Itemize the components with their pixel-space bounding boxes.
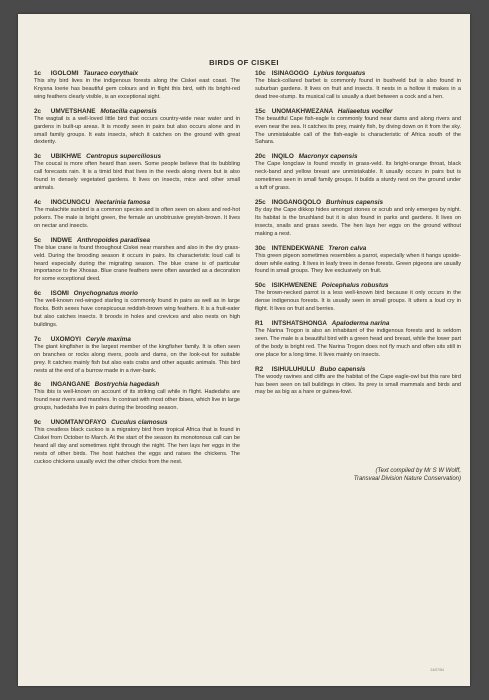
bird-entry — [34, 70, 240, 102]
bird-xhosa-name: UXOMOYI — [50, 335, 81, 343]
bird-xhosa-name: INQILO — [271, 153, 294, 161]
bird-xhosa-name: INGCUNGCU — [50, 198, 91, 206]
stamp-value: 25c — [255, 198, 266, 206]
bird-heading — [34, 70, 240, 78]
bird-xhosa-name: INTSHATSHONGA — [271, 320, 327, 328]
bird-heading — [255, 245, 461, 253]
bird-xhosa-name: INTENDEKWANE — [271, 244, 324, 252]
bird-scientific-name: Treron calva — [328, 244, 367, 252]
page-title: BIRDS OF CISKEI — [209, 58, 279, 67]
bird-xhosa-name: UNOMAKHWEZANA — [271, 107, 333, 115]
bird-scientific-name: Lybius torquatus — [313, 70, 366, 77]
stamp-value: R2 — [255, 365, 264, 373]
bird-xhosa-name: UBIKHWE — [50, 153, 82, 161]
bird-heading — [34, 153, 240, 161]
bird-xhosa-name: ISOMI — [50, 290, 69, 298]
bird-scientific-name: Motacilla capensis — [100, 107, 157, 115]
bird-description: The malachite sunbird is a common species and is often seen on aloes and red-hot pokers. The male is bright green, the female an unobtrusive greyish-brown. It lives on nectar and insects. — [34, 206, 240, 229]
bird-description: This ibis is well-known on account of its striking call while in flight. Hadedahs are found near rivers and marshes. In contrast with most other ibises, which live in large groups, hadedahs live in pairs during the brooding season. — [34, 389, 240, 412]
stamp-value: 2c — [34, 107, 42, 115]
bird-entry — [34, 419, 240, 467]
bird-xhosa-name: INGANGANE — [50, 381, 90, 389]
bird-heading — [255, 108, 461, 116]
bird-heading — [255, 153, 461, 161]
credit-line-2: Transvaal Division Nature Conservation) — [353, 476, 461, 483]
bird-entry — [255, 366, 461, 398]
bird-xhosa-name: UNOMTAN'OFAYO — [50, 419, 107, 427]
bird-description: The wagtail is a well-loved little bird that occurs country-wide near water and in gardens in built-up areas. It is mostly seen in pairs but also occurs alone and in small family groups. It eats insects, which it catches on the ground with great dexterity. — [34, 115, 240, 146]
bird-entry — [255, 245, 461, 277]
bird-entry — [34, 237, 240, 285]
bird-description: The coucal is more often heard than seen. Some people believe that its bubbling call forecasts rain. It is a timid bird that lives in the reeds along rivers but is also found in densely vegetated gardens. It lives on insects, mice and other small animals. — [34, 161, 240, 192]
bird-description: By day the Cape dikkop hides amongst stones or scrub and only emerges by night. Its habitat is the brushland but it is also found in parks and gardens. It lives on insects, snails and grass seeds. The hen lays her eggs on the ground without making a nest. — [255, 206, 461, 237]
stamp-value: 1c — [34, 70, 42, 77]
right-column — [255, 70, 461, 483]
bird-entry — [255, 70, 461, 102]
stamp-value: 15c — [255, 107, 266, 115]
bird-heading — [255, 282, 461, 290]
stamp-value: 10c — [255, 70, 266, 77]
stamp-value: 9c — [34, 419, 42, 427]
bird-entry — [34, 336, 240, 376]
bird-scientific-name: Nectarinia famosa — [94, 198, 151, 206]
bird-heading — [255, 320, 461, 328]
bird-scientific-name: Onychognatus morio — [73, 290, 138, 298]
bird-scientific-name: Ceryle maxima — [85, 335, 131, 343]
stamp-value: 8c — [34, 381, 42, 389]
bird-entry — [34, 108, 240, 148]
bird-entry — [255, 199, 461, 239]
bird-heading — [255, 199, 461, 207]
bird-scientific-name: Macronyx capensis — [298, 153, 358, 161]
bird-scientific-name: Haliaeetus vocifer — [337, 107, 393, 115]
bird-description: The giant kingfisher is the largest member of the kingfisher family. It is often seen on branches or rocks along rivers, pools and dams, on the look-out for suitable prey. It catches mainly fish but also eats crabs and other aquatic animals. This bird nests at the end of a burrow made in a river-bank. — [34, 343, 240, 374]
credit-note — [255, 467, 461, 483]
bird-heading — [34, 381, 240, 389]
bird-heading — [34, 290, 240, 298]
bird-scientific-name: Cuculus clamosus — [111, 419, 168, 427]
bird-xhosa-name: IGOLOMI — [50, 70, 79, 77]
stamp-value: 30c — [255, 244, 266, 252]
bird-entry — [34, 381, 240, 413]
stamp-value: 3c — [34, 153, 42, 161]
bird-xhosa-name: INGGANGQOLO — [271, 198, 322, 206]
bird-heading — [34, 108, 240, 116]
bird-scientific-name: Apaloderma narina — [331, 320, 390, 328]
bird-xhosa-name: ISIHULUHULU — [271, 365, 316, 373]
stamp-value: 6c — [34, 290, 42, 298]
bird-entry — [34, 199, 240, 231]
bird-heading — [34, 336, 240, 344]
bird-scientific-name: Burhinus capensis — [325, 198, 384, 206]
bird-description: This shy bird lives in the indigenous forests along the Ciskei east coast. The Knysna loerie has beautiful gem colours and in flight this bird, with its bright-red wing feathers clearly visible, is an exceptional sight. — [34, 78, 240, 100]
credit-line-1: (Text compiled by Mr S W Wolff, — [375, 468, 461, 475]
bird-description: The brown-necked parrot is a less well-known bird because it only occurs in the dense indigenous forests. It is usually seen in small groups. It utters a loud cry in flight. It lives on fruit and berries. — [255, 290, 461, 313]
bird-entry — [34, 290, 240, 330]
bird-entry — [34, 153, 240, 193]
bird-xhosa-name: ISIKHWENENE — [271, 282, 317, 290]
bird-description: This creatless black cuckoo is a migratory bird from tropical Africa that is found in Ciskei from October to March. At the start of the season its monotonous call can be heard all day and sometimes right through the night. The hen lays her eggs in the nests of other birds. The host hatches the eggs and raises the chickens. The cuckoo chickens usually evict the other chicks from the nest. — [34, 427, 240, 465]
bird-description: This green pigeon sometimes resembles a parrot, especially when it hangs upside-down while eating. It lives in leafy trees in dense forests. Green pigeons are usually found in small groups. They live exclusively on fruit. — [255, 252, 461, 275]
bird-heading — [255, 70, 461, 78]
bird-heading — [255, 366, 461, 374]
bird-scientific-name: Bostrychia hagedash — [94, 381, 160, 389]
stamp-value: 50c — [255, 282, 266, 290]
bird-scientific-name: Anthropoides paradisea — [76, 236, 151, 244]
bird-description: The Narina Trogon is also an inhabitant of the indigenous forests and is seldom seen. The male is a beautiful bird with a green head and breast, while the lower part of the body is bright red. The Narina Trogon does not fly much and often sits still in one place for a long time. It lives mainly on insects. — [255, 328, 461, 358]
stamp-value: 20c — [255, 153, 266, 161]
bird-description: The woody ravines and cliffs are the habitat of the Cape eagle-owl but this rare bird has been seen on tall buildings in cities. Its prey is small mammals and birds and may be as big as a hare or guinea-fowl. — [255, 373, 461, 396]
bird-heading — [34, 419, 240, 427]
stamp-info-sheet — [18, 14, 470, 686]
bird-scientific-name: Poicephalus robustus — [321, 282, 389, 290]
bird-scientific-name: Bubo capensis — [319, 365, 366, 373]
bird-xhosa-name: INDWE — [50, 236, 73, 244]
stamp-value: 4c — [34, 198, 42, 206]
stamp-value: 7c — [34, 335, 42, 343]
bird-description: The black-collared barbet is commonly found in bushveld but is also found in suburban gardens. It lives on fruit and insects. It nests in a hollow it makes in a dead tree-stump. Its musical call is usually a duet between a cock and a hen. — [255, 78, 461, 100]
bird-description: The beautiful Cape fish-eagle is commonly found near dams and along rivers and even near the sea. It catches its prey, mainly fish, by diving down on it from the sky. The unmistakable call of the fish-eagle is characteristic of Africa south of the Sahara. — [255, 115, 461, 146]
bird-description: The blue crane is found throughout Ciskei near marshes and also in the dry grass-veld. During the brooding season it occurs in pairs. Its characteristic loud call is heard especially during the migrating season. The blue crane is of particular importance to the Xhosas. Blue crane feathers were often awarded as a decoration for some exceptional deed. — [34, 244, 240, 283]
stamp-value: 5c — [34, 236, 42, 244]
bird-entry — [255, 320, 461, 360]
left-column — [34, 70, 240, 473]
bird-description: The Cape longclaw is found mostly in grass-veld. Its bright-orange throat, black neck-band and yellow breast are unmistakable. It usually occurs in pairs but is sometimes seen in small family groups. It builds a sturdy nest on the ground under a tuft of grass. — [255, 161, 461, 192]
bird-scientific-name: Centropus superciliosus — [86, 153, 162, 161]
printer-mark: 24/07/84 — [430, 668, 444, 672]
bird-heading — [34, 237, 240, 245]
bird-entry — [255, 108, 461, 148]
bird-scientific-name: Tauraco corythaix — [83, 70, 139, 77]
bird-xhosa-name: ISINAGOGO — [271, 70, 309, 77]
bird-description: The well-known red-winged starling is commonly found in pairs as well as in large flocks. Both sexes have conspicuous reddish-brown wing feathers. It is a fruit-eater but also catches insects. It broods in holes and crevices and also nests on high buildings. — [34, 298, 240, 328]
stamp-value: R1 — [255, 320, 264, 328]
bird-xhosa-name: UMVETSHANE — [50, 107, 96, 115]
bird-entry — [255, 153, 461, 193]
bird-entry — [255, 282, 461, 314]
bird-heading — [34, 199, 240, 207]
